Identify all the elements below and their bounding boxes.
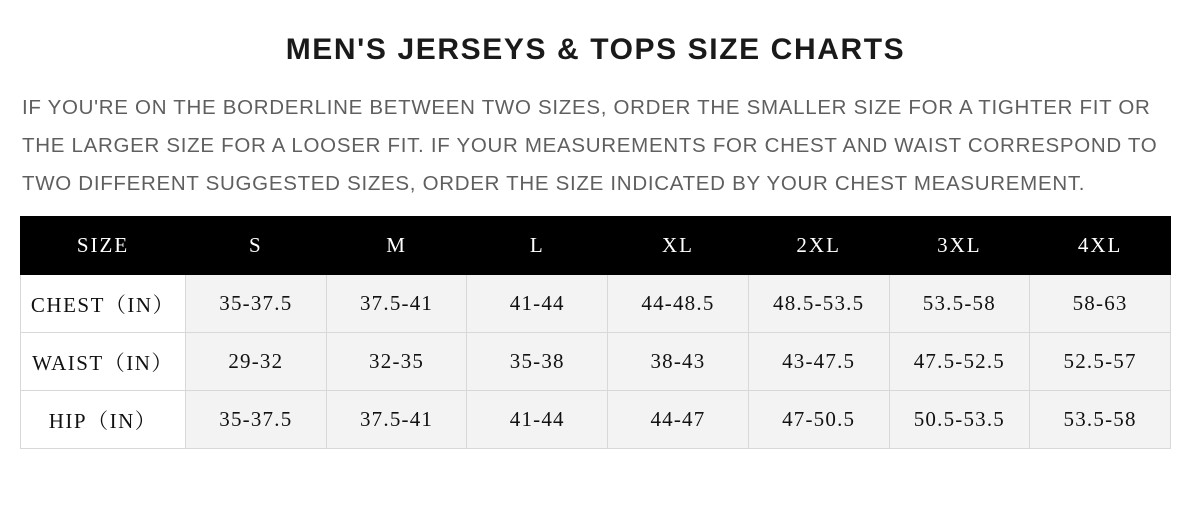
cell-hip-l: 41-44 [467,391,608,449]
size-chart-table [20,216,1171,449]
column-header-m: M [326,217,467,275]
cell-chest-l: 41-44 [467,275,608,333]
column-header-4xl: 4XL [1030,217,1171,275]
cell-chest-xl: 44-48.5 [608,275,749,333]
cell-waist-4xl: 52.5-57 [1030,333,1171,391]
table-row [21,391,1171,449]
column-header-xl: XL [608,217,749,275]
cell-waist-xl: 38-43 [608,333,749,391]
intro-paragraph: IF YOU'RE ON THE BORDERLINE BETWEEN TWO SIZES, ORDER THE SMALLER SIZE FOR A TIGHTER FIT OR THE LARGER SIZE FOR A LOOSER FIT. IF YOUR MEASUREMENTS FOR CHEST AND WAIST CORRESPOND TO TWO DIFFERENT SUGGESTED SIZES, ORDER THE SIZE INDICATED BY YOUR CHEST MEASUREMENT. [22,96,1158,195]
table-row [21,333,1171,391]
page-title: MEN'S JERSEYS & TOPS SIZE CHARTS [285,33,906,66]
row-label-waist: WAIST（IN） [21,333,186,391]
cell-waist-3xl: 47.5-52.5 [889,333,1030,391]
cell-waist-l: 35-38 [467,333,608,391]
cell-hip-s: 35-37.5 [186,391,327,449]
cell-waist-s: 29-32 [186,333,327,391]
table-body [21,275,1171,449]
cell-hip-4xl: 53.5-58 [1030,391,1171,449]
row-label-chest: CHEST（IN） [21,275,186,333]
cell-hip-xl: 44-47 [608,391,749,449]
column-header-3xl: 3XL [889,217,1030,275]
cell-chest-4xl: 58-63 [1030,275,1171,333]
column-header-s: S [186,217,327,275]
cell-chest-3xl: 53.5-58 [889,275,1030,333]
table-header-row [21,217,1171,275]
table-header [21,217,1171,275]
cell-hip-m: 37.5-41 [326,391,467,449]
cell-chest-s: 35-37.5 [186,275,327,333]
cell-hip-2xl: 47-50.5 [748,391,889,449]
column-header-size: SIZE [21,217,186,275]
column-header-2xl: 2XL [748,217,889,275]
cell-waist-m: 32-35 [326,333,467,391]
cell-chest-2xl: 48.5-53.5 [748,275,889,333]
column-header-l: L [467,217,608,275]
table-row [21,275,1171,333]
cell-chest-m: 37.5-41 [326,275,467,333]
cell-waist-2xl: 43-47.5 [748,333,889,391]
row-label-hip: HIP（IN） [21,391,186,449]
cell-hip-3xl: 50.5-53.5 [889,391,1030,449]
